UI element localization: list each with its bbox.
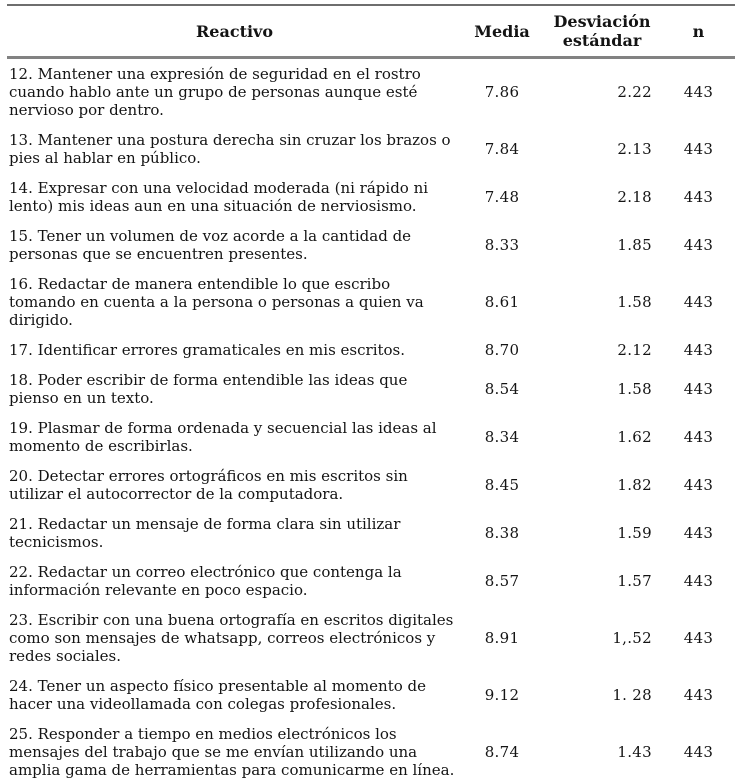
table-row (7, 58, 735, 126)
cell-media: 8.57 (484, 572, 520, 590)
cell-media: 8.33 (484, 236, 520, 254)
cell-n: 443 (683, 428, 714, 446)
table-row (7, 173, 735, 221)
cell-desviacion-estandar: 1.58 (617, 293, 652, 311)
cell-n: 443 (683, 341, 714, 359)
column-header-reactivo: Reactivo (7, 5, 462, 58)
column-header-desviacion-estandar: Desviación estándar (542, 5, 662, 58)
cell-desviacion-estandar: 1.85 (617, 236, 652, 254)
table-row (7, 509, 735, 557)
cell-reactivo: 16. Redactar de manera entendible lo que escribo tomando en cuenta a la persona o personas a quien va dirigido. (9, 275, 424, 329)
cell-reactivo: 22. Redactar un correo electrónico que contenga la información relevante en poco espacio. (9, 563, 402, 599)
table-row (7, 125, 735, 173)
cell-n: 443 (683, 524, 714, 542)
cell-reactivo: 17. Identificar errores gramaticales en mis escritos. (9, 341, 406, 359)
cell-reactivo: 23. Escribir con una buena ortografía en escritos digitales como son mensajes de whatsapp, correos electrónicos y redes sociales. (9, 611, 454, 665)
cell-n: 443 (683, 686, 714, 704)
cell-media: 7.86 (484, 83, 520, 101)
table-row (7, 671, 735, 719)
cell-media: 8.61 (484, 293, 520, 311)
cell-n: 443 (683, 293, 714, 311)
cell-desviacion-estandar: 2.18 (617, 188, 652, 206)
cell-reactivo: 24. Tener un aspecto físico presentable al momento de hacer una videollamada con colegas profesionales. (9, 677, 427, 713)
cell-media: 8.45 (484, 476, 520, 494)
cell-media: 9.12 (484, 686, 520, 704)
cell-reactivo: 21. Redactar un mensaje de forma clara sin utilizar tecnicismos. (9, 515, 401, 551)
cell-reactivo: 12. Mantener una expresión de seguridad en el rostro cuando hablo ante un grupo de personas aunque esté nervioso por dentro. (9, 65, 421, 119)
table-row (7, 461, 735, 509)
cell-reactivo: 18. Poder escribir de forma entendible las ideas que pienso en un texto. (9, 371, 408, 407)
cell-reactivo: 14. Expresar con una velocidad moderada (ni rápido ni lento) mis ideas aun en una situación de nerviosismo. (9, 179, 429, 215)
cell-desviacion-estandar: 1,.52 (612, 629, 652, 647)
cell-desviacion-estandar: 1.62 (617, 428, 652, 446)
cell-desviacion-estandar: 1.43 (617, 743, 652, 761)
column-header-n: n (662, 5, 735, 58)
results-table (7, 4, 735, 782)
cell-n: 443 (683, 476, 714, 494)
cell-n: 443 (683, 140, 714, 158)
table-row (7, 269, 735, 335)
cell-n: 443 (683, 572, 714, 590)
table-row (7, 335, 735, 365)
cell-n: 443 (683, 188, 714, 206)
cell-reactivo: 15. Tener un volumen de voz acorde a la cantidad de personas que se encuentren presentes. (9, 227, 412, 263)
cell-reactivo: 13. Mantener una postura derecha sin cruzar los brazos o pies al hablar en público. (9, 131, 451, 167)
table-row (7, 221, 735, 269)
cell-desviacion-estandar: 2.13 (617, 140, 652, 158)
cell-n: 443 (683, 629, 714, 647)
table-row (7, 719, 735, 782)
cell-reactivo: 20. Detectar errores ortográficos en mis escritos sin utilizar el autocorrector de la computadora. (9, 467, 408, 503)
table-row (7, 557, 735, 605)
cell-media: 8.34 (484, 428, 520, 446)
cell-desviacion-estandar: 2.12 (617, 341, 652, 359)
table-row (7, 365, 735, 413)
cell-desviacion-estandar: 1.57 (617, 572, 652, 590)
table-body (7, 58, 735, 782)
cell-media: 8.54 (484, 380, 520, 398)
header-row (7, 5, 735, 58)
cell-media: 8.38 (484, 524, 520, 542)
cell-desviacion-estandar: 1.58 (617, 380, 652, 398)
cell-n: 443 (683, 380, 714, 398)
cell-n: 443 (683, 83, 714, 101)
cell-n: 443 (683, 743, 714, 761)
table-row (7, 605, 735, 671)
cell-media: 8.70 (484, 341, 520, 359)
cell-desviacion-estandar: 1.82 (617, 476, 652, 494)
cell-reactivo: 19. Plasmar de forma ordenada y secuencial las ideas al momento de escribirlas. (9, 419, 437, 455)
cell-n: 443 (683, 236, 714, 254)
cell-media: 8.91 (484, 629, 520, 647)
cell-media: 7.84 (484, 140, 520, 158)
table-row (7, 413, 735, 461)
cell-desviacion-estandar: 1. 28 (612, 686, 652, 704)
cell-desviacion-estandar: 1.59 (617, 524, 652, 542)
cell-reactivo: 25. Responder a tiempo en medios electrónicos los mensajes del trabajo que se me envían utilizando una amplia gama de herramientas para comunicarme en línea. (9, 725, 455, 779)
cell-media: 8.74 (484, 743, 520, 761)
cell-desviacion-estandar: 2.22 (617, 83, 652, 101)
column-header-media: Media (462, 5, 542, 58)
table-header (7, 5, 735, 58)
cell-media: 7.48 (484, 188, 520, 206)
